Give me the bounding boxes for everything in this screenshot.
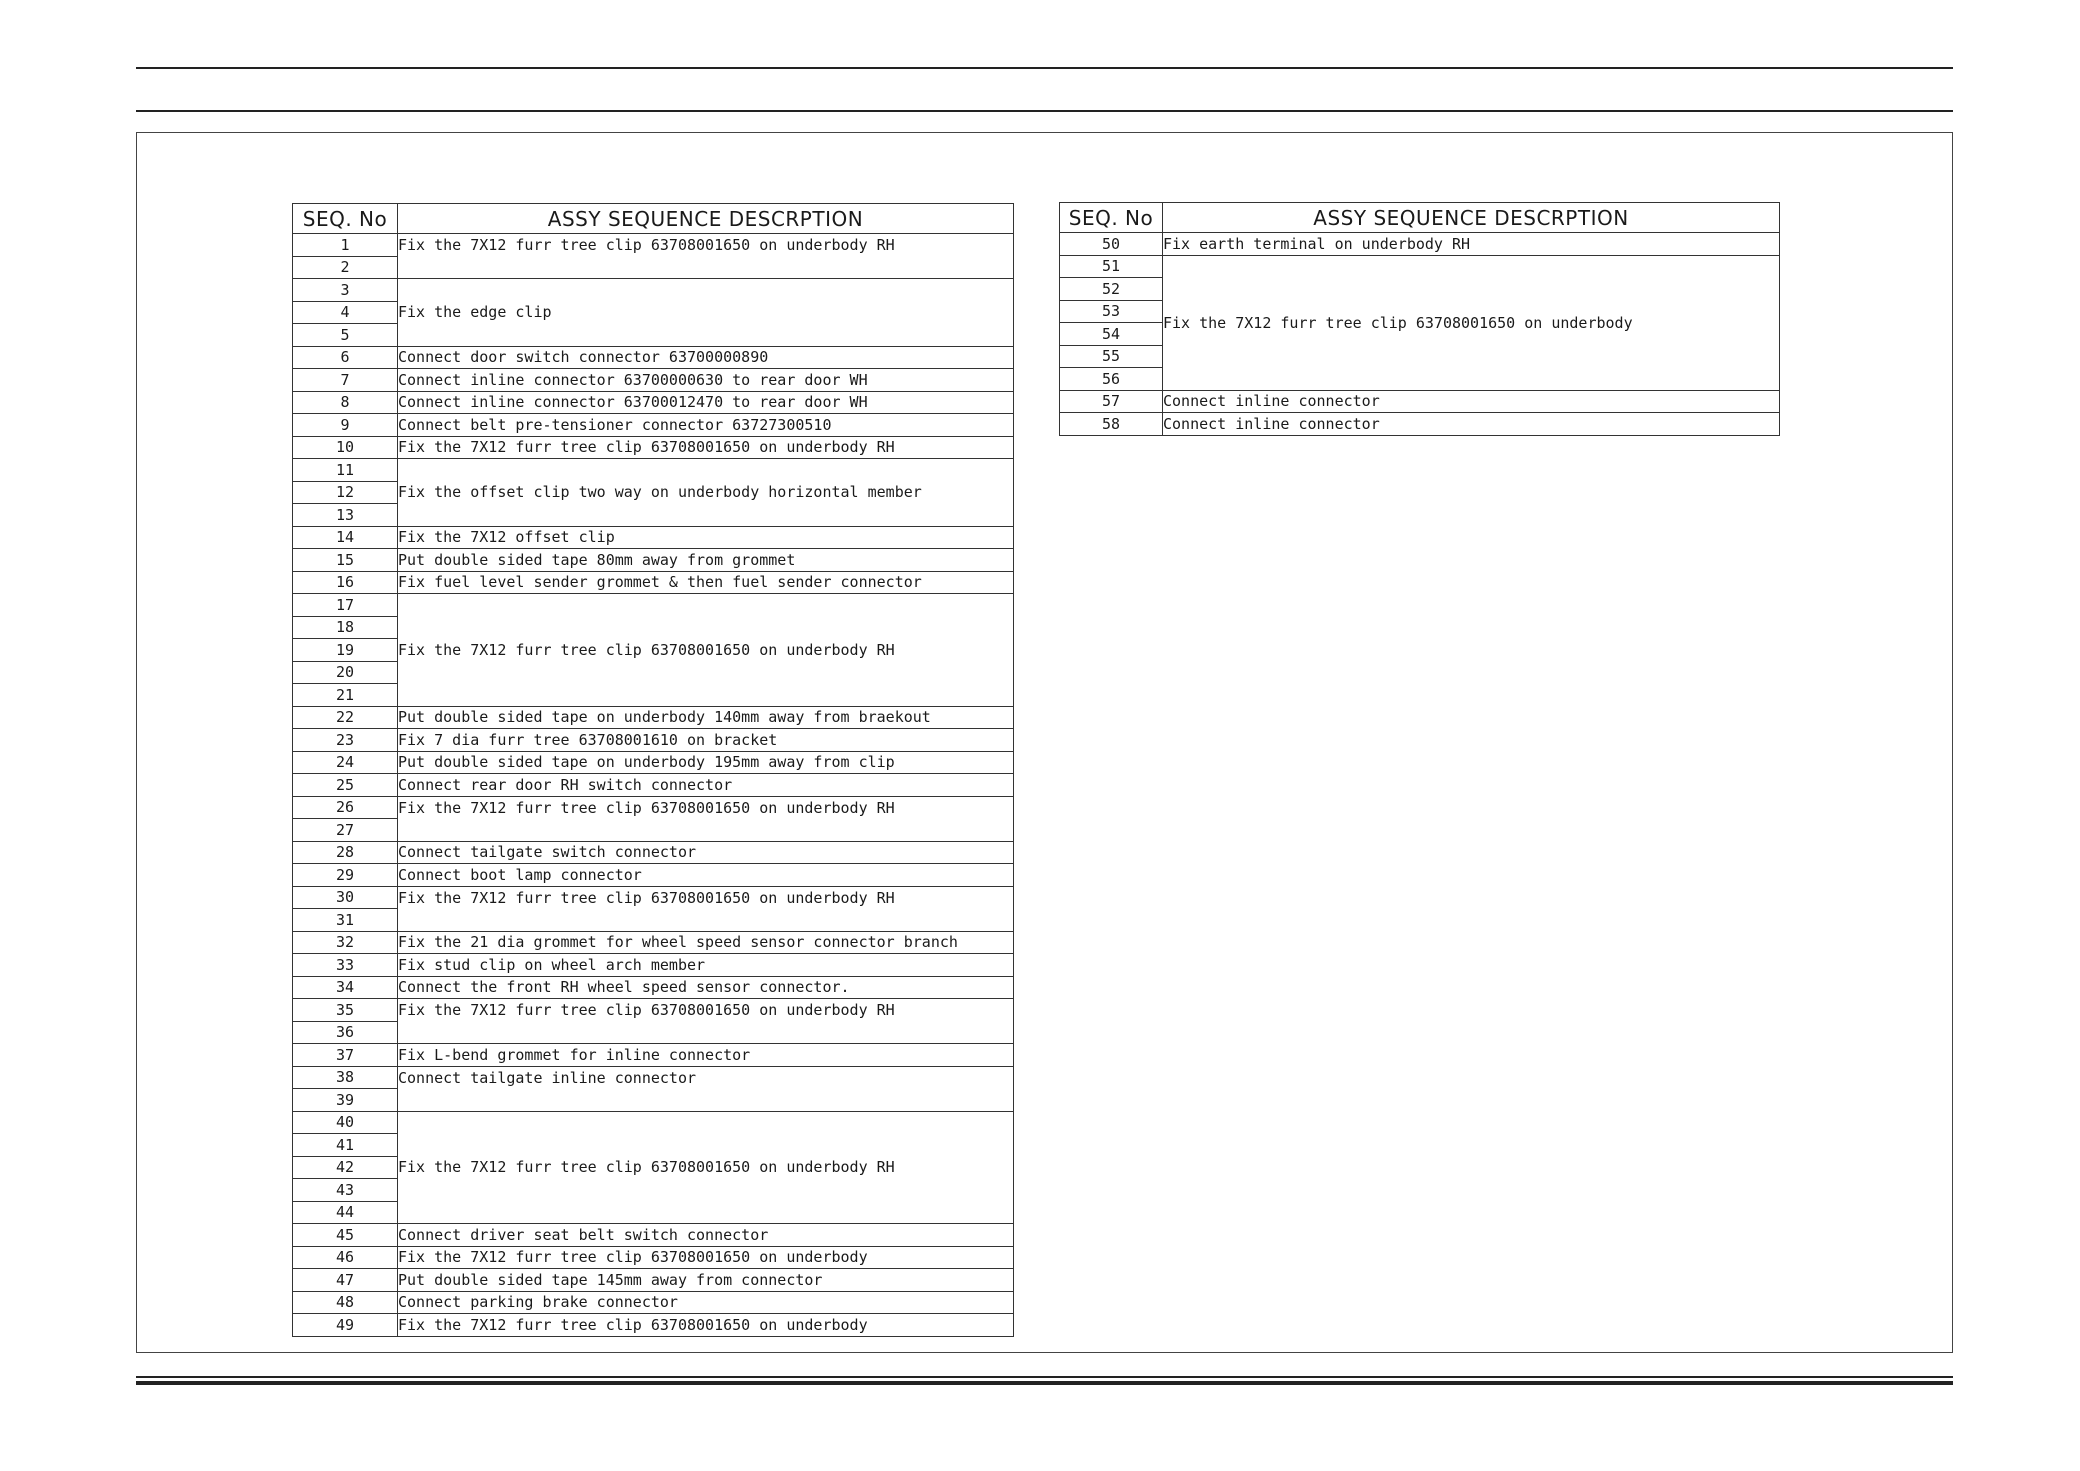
seq-number-cell: 55: [1060, 345, 1163, 368]
description-cell: Connect door switch connector 63700000890: [398, 346, 1014, 369]
seq-number-cell: 7: [293, 369, 398, 392]
seq-number-cell: 53: [1060, 300, 1163, 323]
seq-number-cell: 9: [293, 414, 398, 437]
table-row: [293, 1314, 1014, 1337]
bottom-rule-thick: [136, 1381, 1953, 1385]
description-cell: Fix the offset clip two way on underbody horizontal member: [398, 459, 1014, 527]
table-row: [293, 391, 1014, 414]
seq-number-cell: 12: [293, 481, 398, 504]
table-row: [293, 976, 1014, 999]
seq-number-cell: 22: [293, 706, 398, 729]
seq-number-cell: 40: [293, 1111, 398, 1134]
seq-number-cell: 52: [1060, 278, 1163, 301]
seq-number-cell: 36: [293, 1021, 398, 1044]
description-cell: Fix the 7X12 furr tree clip 63708001650 on underbody: [398, 1246, 1014, 1269]
description-cell: Connect belt pre-tensioner connector 63727300510: [398, 414, 1014, 437]
table-row: [293, 1111, 1014, 1134]
table-row: [293, 999, 1014, 1022]
seq-number-cell: 37: [293, 1044, 398, 1067]
description-cell: Fix the 7X12 furr tree clip 63708001650 on underbody RH: [398, 594, 1014, 707]
table-row: [293, 1291, 1014, 1314]
table-row: [293, 346, 1014, 369]
seq-number-cell: 5: [293, 324, 398, 347]
description-header: ASSY SEQUENCE DESCRPTION: [398, 204, 1014, 234]
description-cell: Fix earth terminal on underbody RH: [1163, 233, 1780, 256]
seq-number-cell: 51: [1060, 255, 1163, 278]
seq-number-cell: 26: [293, 796, 398, 819]
description-cell: Fix fuel level sender grommet & then fuel sender connector: [398, 571, 1014, 594]
description-cell: Fix the 7X12 furr tree clip 63708001650 on underbody RH: [398, 1111, 1014, 1224]
seq-number-cell: 30: [293, 886, 398, 909]
table-row: [293, 841, 1014, 864]
table-row: [293, 414, 1014, 437]
seq-number-cell: 38: [293, 1066, 398, 1089]
description-cell: Connect tailgate switch connector: [398, 841, 1014, 864]
seq-number-cell: 58: [1060, 413, 1163, 436]
seq-number-cell: 44: [293, 1201, 398, 1224]
description-cell: Fix the 7X12 furr tree clip 63708001650 on underbody RH: [398, 886, 1014, 931]
seq-number-cell: 6: [293, 346, 398, 369]
seq-number-cell: 43: [293, 1179, 398, 1202]
seq-number-cell: 50: [1060, 233, 1163, 256]
description-cell: Fix the 21 dia grommet for wheel speed sensor connector branch: [398, 931, 1014, 954]
table-row: [293, 436, 1014, 459]
seq-number-cell: 17: [293, 594, 398, 617]
description-cell: Connect inline connector 63700000630 to rear door WH: [398, 369, 1014, 392]
description-cell: Connect inline connector: [1163, 413, 1780, 436]
seq-number-cell: 42: [293, 1156, 398, 1179]
table-row: [293, 1044, 1014, 1067]
assy-sequence-table-right: [1059, 202, 1780, 436]
table-row: [293, 864, 1014, 887]
seq-number-cell: 16: [293, 571, 398, 594]
seq-number-cell: 14: [293, 526, 398, 549]
table-row: [293, 549, 1014, 572]
assy-sequence-table-left: [292, 203, 1014, 1337]
table-row: [293, 1269, 1014, 1292]
seq-number-cell: 11: [293, 459, 398, 482]
seq-number-cell: 49: [293, 1314, 398, 1337]
description-cell: Fix the 7X12 furr tree clip 63708001650 on underbody RH: [398, 796, 1014, 841]
description-cell: Connect rear door RH switch connector: [398, 774, 1014, 797]
table-row: [293, 931, 1014, 954]
seq-number-cell: 33: [293, 954, 398, 977]
table-row: [293, 796, 1014, 819]
description-cell: Connect the front RH wheel speed sensor connector.: [398, 976, 1014, 999]
description-cell: Fix the 7X12 furr tree clip 63708001650 on underbody RH: [398, 436, 1014, 459]
table-row: [1060, 390, 1780, 413]
table-row: [293, 774, 1014, 797]
table-row: [293, 706, 1014, 729]
description-cell: Fix the 7X12 offset clip: [398, 526, 1014, 549]
description-cell: Fix the 7X12 furr tree clip 63708001650 on underbody: [1163, 255, 1780, 390]
top-rule-2: [136, 110, 1953, 112]
table-row: [293, 886, 1014, 909]
seq-number-cell: 20: [293, 661, 398, 684]
description-cell: Connect driver seat belt switch connector: [398, 1224, 1014, 1247]
description-cell: Connect boot lamp connector: [398, 864, 1014, 887]
description-cell: Fix L-bend grommet for inline connector: [398, 1044, 1014, 1067]
seq-number-cell: 45: [293, 1224, 398, 1247]
seq-number-cell: 34: [293, 976, 398, 999]
table-header-row: [293, 204, 1014, 234]
top-rule-1: [136, 67, 1953, 69]
seq-number-cell: 24: [293, 751, 398, 774]
table-row: [1060, 255, 1780, 278]
seq-number-cell: 32: [293, 931, 398, 954]
description-cell: Fix the 7X12 furr tree clip 63708001650 on underbody RH: [398, 234, 1014, 279]
seq-number-cell: 2: [293, 256, 398, 279]
bottom-rule-thin: [136, 1376, 1953, 1378]
seq-number-cell: 29: [293, 864, 398, 887]
seq-number-cell: 28: [293, 841, 398, 864]
table-row: [293, 1066, 1014, 1089]
seq-number-cell: 4: [293, 301, 398, 324]
description-cell: Put double sided tape 80mm away from grommet: [398, 549, 1014, 572]
table-row: [293, 729, 1014, 752]
seq-number-cell: 48: [293, 1291, 398, 1314]
description-cell: Fix the 7X12 furr tree clip 63708001650 on underbody RH: [398, 999, 1014, 1044]
table-row: [293, 1224, 1014, 1247]
seq-number-cell: 31: [293, 909, 398, 932]
table-row: [293, 954, 1014, 977]
seq-number-cell: 54: [1060, 323, 1163, 346]
seq-number-cell: 27: [293, 819, 398, 842]
seq-number-cell: 18: [293, 616, 398, 639]
table-row: [293, 526, 1014, 549]
description-cell: Put double sided tape 145mm away from connector: [398, 1269, 1014, 1292]
seq-number-cell: 35: [293, 999, 398, 1022]
seq-number-cell: 15: [293, 549, 398, 572]
seq-number-cell: 21: [293, 684, 398, 707]
table-row: [1060, 233, 1780, 256]
table-row: [293, 459, 1014, 482]
seq-number-cell: 46: [293, 1246, 398, 1269]
description-cell: Put double sided tape on underbody 140mm away from braekout: [398, 706, 1014, 729]
description-cell: Fix the 7X12 furr tree clip 63708001650 on underbody: [398, 1314, 1014, 1337]
description-cell: Connect parking brake connector: [398, 1291, 1014, 1314]
seq-number-cell: 13: [293, 504, 398, 527]
table-row: [293, 279, 1014, 302]
seq-no-header: SEQ. No: [1060, 203, 1163, 233]
description-cell: Connect inline connector: [1163, 390, 1780, 413]
seq-number-cell: 56: [1060, 368, 1163, 391]
seq-number-cell: 3: [293, 279, 398, 302]
table-row: [293, 751, 1014, 774]
description-cell: Put double sided tape on underbody 195mm away from clip: [398, 751, 1014, 774]
description-cell: Fix the edge clip: [398, 279, 1014, 347]
seq-number-cell: 23: [293, 729, 398, 752]
seq-number-cell: 10: [293, 436, 398, 459]
table-header-row: [1060, 203, 1780, 233]
description-cell: Connect inline connector 63700012470 to rear door WH: [398, 391, 1014, 414]
table-row: [1060, 413, 1780, 436]
description-cell: Connect tailgate inline connector: [398, 1066, 1014, 1111]
seq-number-cell: 1: [293, 234, 398, 257]
table-row: [293, 594, 1014, 617]
seq-number-cell: 25: [293, 774, 398, 797]
table-row: [293, 1246, 1014, 1269]
seq-number-cell: 47: [293, 1269, 398, 1292]
seq-no-header: SEQ. No: [293, 204, 398, 234]
seq-number-cell: 19: [293, 639, 398, 662]
seq-number-cell: 41: [293, 1134, 398, 1157]
table-row: [293, 571, 1014, 594]
seq-number-cell: 8: [293, 391, 398, 414]
seq-number-cell: 39: [293, 1089, 398, 1112]
seq-number-cell: 57: [1060, 390, 1163, 413]
description-cell: Fix 7 dia furr tree 63708001610 on bracket: [398, 729, 1014, 752]
description-header: ASSY SEQUENCE DESCRPTION: [1163, 203, 1780, 233]
table-row: [293, 234, 1014, 257]
description-cell: Fix stud clip on wheel arch member: [398, 954, 1014, 977]
table-row: [293, 369, 1014, 392]
